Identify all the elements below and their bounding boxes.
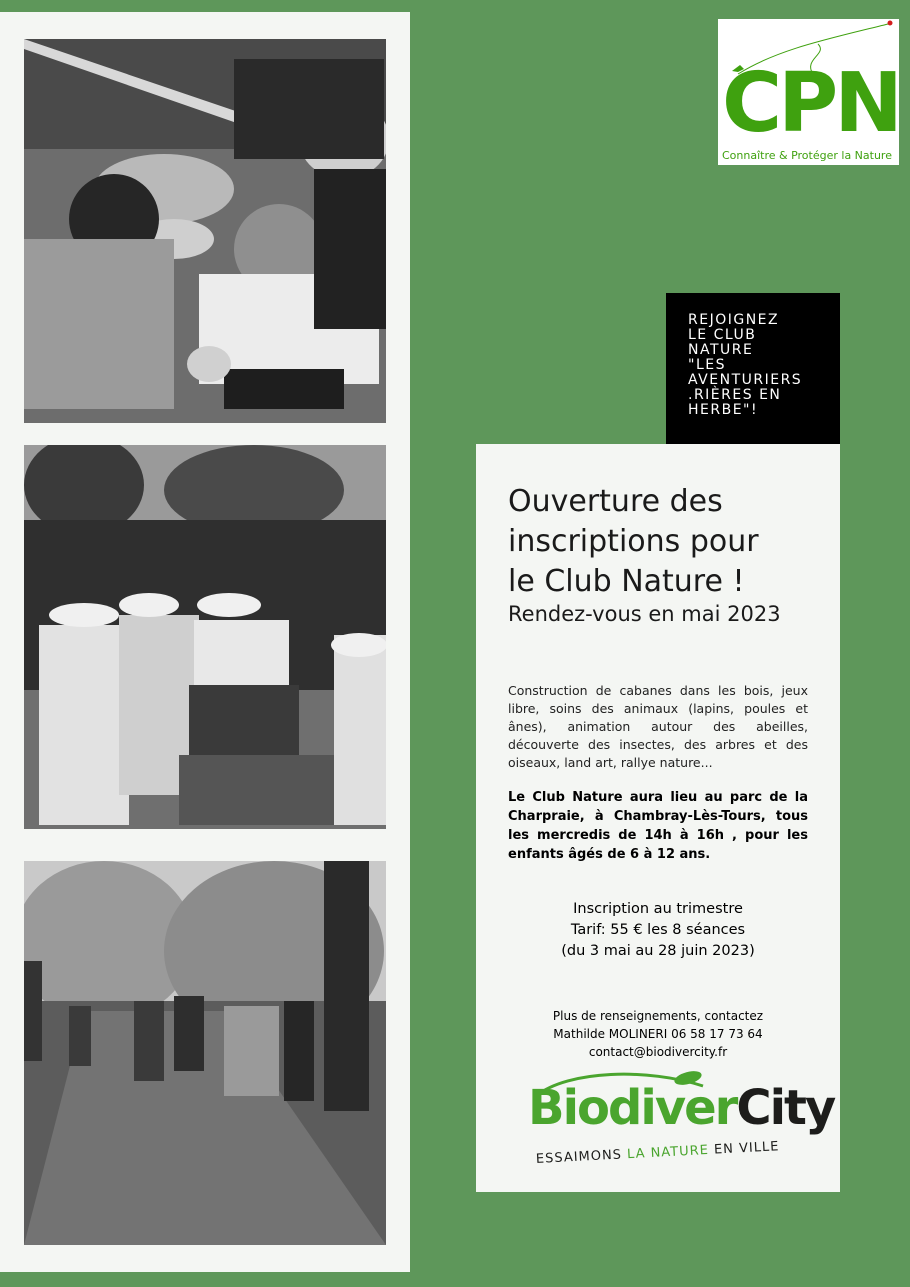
cpn-logo <box>718 19 899 165</box>
biodivercity-tag-part3: EN VILLE <box>708 1139 780 1158</box>
photo-children-walking-donkeys <box>24 861 386 1245</box>
info-panel <box>476 444 840 1192</box>
contact-intro: Plus de renseignements, contactez <box>552 1009 764 1023</box>
pricing-block <box>508 899 808 962</box>
biodivercity-word-dark: City <box>736 1080 835 1136</box>
club-details: Le Club Nature aura lieu au parc de la Charpraie, à Chambray-Lès-Tours, tous les mercredis de 14h à 16h , pour les enfants âgés de 6 à 12 ans. <box>508 790 808 862</box>
pricing-line-dates: (du 3 mai au 28 juin 2023) <box>561 943 755 959</box>
contact-name-phone: Mathilde MOLINERI 06 58 17 73 64 <box>553 1027 763 1041</box>
contact-email[interactable]: contact@biodivercity.fr <box>588 1045 728 1059</box>
cpn-tagline: Connaître & Protéger la Nature <box>722 149 892 162</box>
cpn-letters: CPN <box>722 56 899 151</box>
pricing-line-registration: Inscription au trimestre <box>573 901 743 917</box>
biodivercity-tag-part1: ESSAIMONS <box>535 1147 628 1167</box>
photo-children-with-rabbits <box>24 39 386 423</box>
biodivercity-logo <box>528 1072 835 1182</box>
subtitle: Rendez-vous en mai 2023 <box>508 602 781 626</box>
biodivercity-word-green: Biodiver <box>528 1080 737 1136</box>
activities-description: Construction de cabanes dans les bois, jeux libre, soins des animaux (lapins, poules et ânes), animation autour des abeilles, découverte des insectes, des arbres et des oiseaux, land art, rallye nature... <box>508 683 808 770</box>
page-title: Ouverture des inscriptions pour le Club Nature ! <box>508 484 759 599</box>
pricing-line-tariff: Tarif: 55 € les 8 séances <box>570 922 746 938</box>
contact-block <box>508 1007 808 1061</box>
biodivercity-tag-part2: LA NATURE <box>626 1142 710 1163</box>
photo-strip <box>0 12 410 1272</box>
callout-text: REJOIGNEZ LE CLUB NATURE "LES AVENTURIERS .RIÈRES EN HERBE"! <box>688 312 803 418</box>
photo-children-beekeeping <box>24 445 386 829</box>
join-club-callout <box>666 293 840 444</box>
